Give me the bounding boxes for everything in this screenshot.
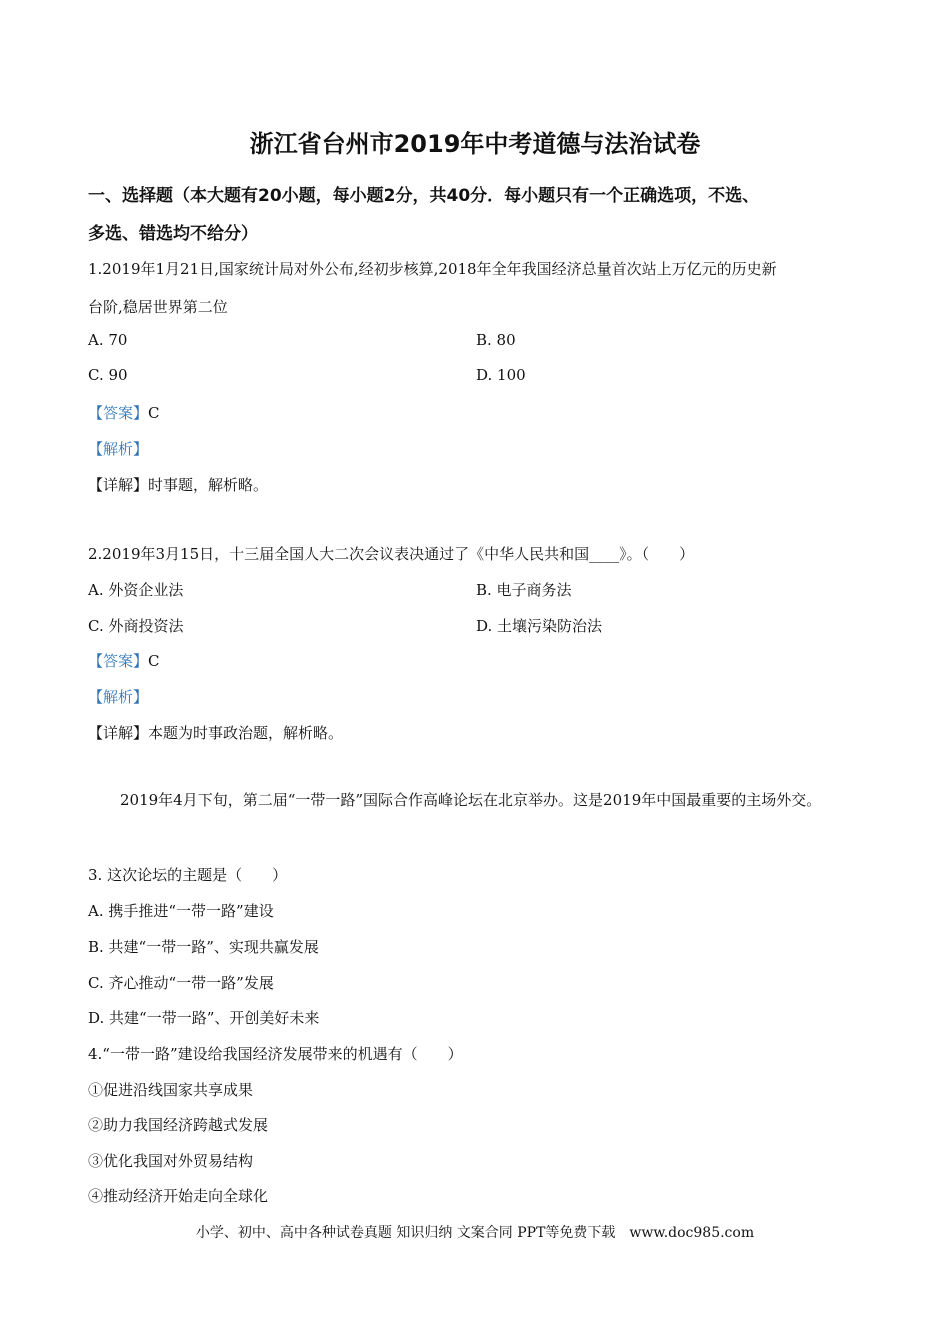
q1-detail: 【详解】时事题，解析略。 (88, 476, 269, 494)
q2-option-d: D. 土壤污染防治法 (476, 617, 603, 635)
q2-detail: 【详解】本题为时事政治题，解析略。 (88, 724, 344, 742)
q2-answer (88, 650, 160, 671)
q2-analysis-label: 【解析】 (88, 688, 149, 706)
q4-item-3: ③优化我国对外贸易结构 (88, 1152, 254, 1170)
q4-stem: 4.“一带一路”建设给我国经济发展带来的机遇有（ ） (88, 1045, 463, 1063)
page-title: 浙江省台州市2019年中考道德与法治试卷 (249, 130, 701, 158)
q3-option-b: B. 共建“一带一路”、实现共赢发展 (88, 938, 319, 956)
q1-option-c: C. 90 (88, 366, 128, 384)
q2-option-a: A. 外资企业法 (88, 581, 184, 599)
page-footer: 小学、初中、高中各种试卷真题 知识归纳 文案合同 PPT等免费下载 www.doc985.com (195, 1225, 755, 1241)
q1-answer-label: 【答案】 (88, 404, 149, 422)
q3-option-a: A. 携手推进“一带一路”建设 (88, 902, 274, 920)
material-paragraph: 2019年4月下旬，第二届“一带一路”国际合作高峰论坛在北京举办。这是2019年中国最重要的主场外交。 (120, 791, 822, 809)
section-heading (88, 177, 868, 253)
section-heading-line2: 多选、错选均不给分） (88, 224, 258, 244)
q4-item-4: ④推动经济开始走向全球化 (88, 1187, 269, 1205)
q2-option-b: B. 电子商务法 (476, 581, 572, 599)
q4-item-2: ②助力我国经济跨越式发展 (88, 1116, 269, 1134)
q4-item-1: ①促进沿线国家共享成果 (88, 1081, 254, 1099)
q1-stem-line1: 1.2019年1月21日,国家统计局对外公布,经初步核算,2018年全年我国经济总量首次站上万亿元的历史新 (88, 260, 777, 278)
q2-stem: 2.2019年3月15日，十三届全国人大二次会议表决通过了《中华人民共和国____》。（ ） (88, 545, 695, 563)
q1-analysis-label: 【解析】 (88, 440, 149, 458)
q1-option-a: A. 70 (88, 331, 128, 349)
q2-option-c: C. 外商投资法 (88, 617, 184, 635)
q1-answer-value: C (148, 404, 160, 422)
q1-stem-line2: 台阶,稳居世界第二位 (88, 298, 228, 316)
q3-stem: 3. 这次论坛的主题是（ ） (88, 866, 288, 884)
section-heading-line1: 一、选择题（本大题有20小题，每小题2分，共40分．每小题只有一个正确选项，不选、 (88, 186, 760, 206)
q3-option-d: D. 共建“一带一路”、开创美好未来 (88, 1009, 320, 1027)
q1-option-d: D. 100 (476, 366, 526, 384)
q1-answer (88, 402, 160, 423)
q1-option-b: B. 80 (476, 331, 516, 349)
q2-answer-label: 【答案】 (88, 652, 149, 670)
q3-option-c: C. 齐心推动“一带一路”发展 (88, 974, 274, 992)
q2-answer-value: C (148, 652, 160, 670)
